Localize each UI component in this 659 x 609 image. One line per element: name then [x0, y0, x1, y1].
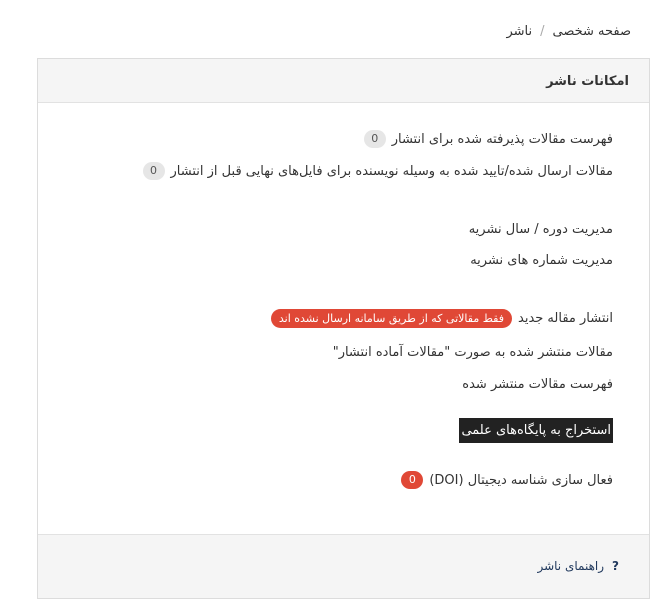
accepted-articles-link[interactable]: فهرست مقالات پذیرفته شده برای انتشار: [391, 131, 613, 147]
question-icon: ?: [612, 559, 619, 573]
confirmed-articles-link[interactable]: مقالات ارسال شده/تایید شده به وسیله نویسنده برای فایل‌های نهایی قبل از انتشار: [170, 163, 613, 179]
accepted-count-badge: 0: [364, 130, 386, 148]
manage-issues-link[interactable]: مدیریت شماره های نشریه: [470, 253, 613, 268]
published-list-row: [462, 377, 613, 392]
confirmed-articles-row: [143, 162, 613, 180]
new-article-link[interactable]: انتشار مقاله جدید: [518, 311, 613, 326]
breadcrumb-current: ناشر: [506, 24, 533, 39]
extract-to-databases-button[interactable]: استخراج به پایگاه‌های علمی: [459, 418, 613, 443]
doi-count-badge: 0: [401, 471, 423, 489]
doi-row: [401, 471, 613, 489]
new-article-row: [271, 309, 613, 328]
manage-period-link[interactable]: مدیریت دوره / سال نشریه: [468, 222, 613, 237]
breadcrumb: [506, 24, 631, 39]
breadcrumb-separator: /: [540, 24, 545, 39]
new-article-notice-badge: فقط مقالاتی که از طریق سامانه ارسال نشده اند: [271, 309, 512, 328]
breadcrumb-home-link[interactable]: صفحه شخصی: [552, 24, 631, 39]
doi-activation-link[interactable]: فعال سازی شناسه دیجیتال (DOI): [429, 472, 613, 488]
confirmed-count-badge: 0: [143, 162, 165, 180]
ready-articles-row: [333, 345, 613, 360]
publisher-panel: [37, 58, 650, 599]
manage-period-row: [469, 222, 613, 237]
panel-title: امکانات ناشر: [546, 74, 629, 89]
publisher-help-link[interactable]: [537, 559, 619, 573]
published-list-link[interactable]: فهرست مقالات منتشر شده: [462, 377, 613, 392]
panel-header: [38, 59, 649, 103]
manage-issues-row: [470, 253, 613, 268]
accepted-articles-row: [364, 130, 613, 148]
extract-row: [459, 418, 613, 443]
panel-footer: [38, 534, 649, 598]
ready-articles-link[interactable]: مقالات منتشر شده به صورت "مقالات آماده انتشار": [332, 345, 613, 360]
publisher-help-label: راهنمای ناشر: [537, 559, 605, 573]
